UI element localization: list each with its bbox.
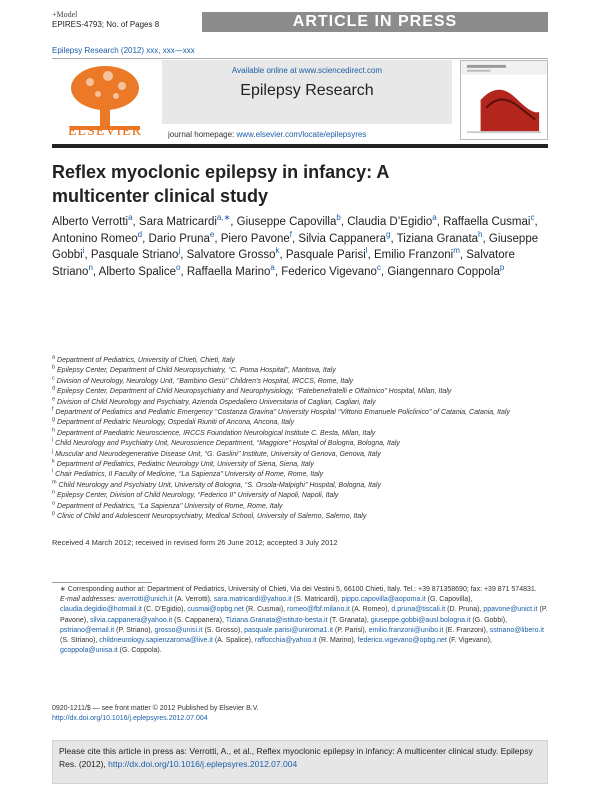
email-owner: (G. Capovilla), <box>425 596 473 604</box>
author-name: Silvia Cappanera <box>298 232 386 245</box>
email-link[interactable]: d.pruna@tiscali.it <box>391 606 446 614</box>
affiliation-key: m <box>52 479 57 486</box>
journal-title: Epilepsy Research <box>240 82 374 99</box>
affiliation-item <box>52 502 548 512</box>
affiliation-item <box>52 398 548 408</box>
affiliation-key: o <box>52 500 56 507</box>
author-affiliation-mark[interactable]: c <box>376 262 381 272</box>
email-link[interactable]: federico.vigevano@opbg.net <box>357 637 447 645</box>
email-owner: (A. Spalice), <box>212 637 255 645</box>
email-owner: (T. Granata), <box>327 616 371 624</box>
author-affiliation-mark[interactable]: b <box>336 213 341 223</box>
author-name: Pasquale Striano <box>90 249 179 261</box>
author-affiliation-mark[interactable]: n <box>88 262 93 272</box>
cite-doi-link[interactable]: http://dx.doi.org/10.1016/j.eplepsyres.2012.07.004 <box>108 759 298 769</box>
author-name: Alberto Spalice <box>98 265 177 278</box>
header-divider <box>52 58 548 59</box>
author <box>138 213 231 228</box>
journal-citation[interactable]: Epilepsy Research (2012) xxx, xxx—xxx <box>52 46 195 55</box>
author-name: Giuseppe Gobbi <box>52 232 539 261</box>
author <box>396 229 483 245</box>
email-owner: (E. Franzoni), <box>443 626 490 634</box>
author <box>373 246 460 261</box>
author-affiliation-mark[interactable]: g <box>386 229 391 239</box>
affiliation-item <box>52 512 548 522</box>
contents-available-line <box>162 66 452 75</box>
author <box>186 262 275 278</box>
affiliation-key: l <box>52 469 54 476</box>
email-owner: (A. Verrotti), <box>172 596 214 604</box>
author-name: Giangennaro Coppola <box>387 265 500 278</box>
affiliation-item <box>52 481 548 491</box>
affiliation-key: g <box>52 417 56 424</box>
affiliation-item <box>52 470 548 480</box>
email-link[interactable]: pstriano@email.it <box>60 626 115 634</box>
author <box>281 262 381 278</box>
email-link[interactable]: giuseppe.gobbi@ausl.bologna.it <box>370 616 471 624</box>
author <box>236 213 341 228</box>
affiliation-item <box>52 387 548 397</box>
email-owner: (C. D’Egidio), <box>141 606 188 614</box>
author-affiliation-mark[interactable]: a,∗ <box>216 213 231 223</box>
email-owner: (R. Marino), <box>316 637 358 645</box>
email-link[interactable]: childneurology.sapienzaroma@live.it <box>99 637 213 645</box>
email-owner: (S. Matricardi), <box>291 596 342 604</box>
author-name: Federico Vigevano <box>281 265 377 278</box>
affiliation-text: Chair Pediatrics, II Faculty of Medicine, ‘‘La Sapienza’’ University of Rome, Rome, Italy <box>53 471 324 479</box>
email-link[interactable]: pasquale.parisi@uniroma1.it <box>244 626 333 634</box>
author-name: Antonino Romeo <box>52 232 138 245</box>
author <box>347 213 437 228</box>
header-thick-rule <box>52 144 548 148</box>
sciencedirect-link[interactable]: Available online at www.sciencedirect.com <box>231 66 383 75</box>
author <box>148 229 215 245</box>
affiliation-item <box>52 366 548 376</box>
email-owner: (S. Grosso), <box>202 626 245 634</box>
author-affiliation-mark[interactable]: k <box>275 246 280 256</box>
author <box>387 262 505 278</box>
affiliation-text: Division of Child Neurology and Psychiatry, Azienda Ospedaliero Universitaria of Cagliari, Cagliari, Italy <box>55 398 376 406</box>
author-name: Salvatore Grosso <box>186 249 276 261</box>
author-affiliation-mark[interactable]: d <box>137 229 143 239</box>
author <box>298 229 391 245</box>
affiliation-text: Child Neurology and Psychiatry Unit, University of Bologna, ‘‘S. Orsola-Malpighi’’ Hospital, Bologna, Italy <box>56 481 381 489</box>
email-owner: (D. Pruna), <box>445 606 484 614</box>
issn-block <box>52 704 259 724</box>
author-name: Salvatore Striano <box>52 249 515 278</box>
affiliation-text: Department of Pediatric Neurology, Ospedali Riuniti of Ancona, Ancona, Italy <box>55 419 295 427</box>
email-owner: (G. Gobbi), <box>470 616 508 624</box>
top-bar <box>52 10 548 32</box>
affiliation-key: c <box>52 375 55 382</box>
author-affiliation-mark[interactable]: i <box>82 246 85 256</box>
affiliation-text: Child Neurology and Psychiatry Unit, Neuroscience Department, ‘‘Maggiore’’ Hospital of Bologna, Bologna, Italy <box>53 440 400 448</box>
affiliation-text: Department of Paediatric Neuroscience, IRCCS Foundation Neurological Institute C. Besta, Milan, Italy <box>55 429 376 437</box>
author-name: Alberto Verrotti <box>52 216 129 228</box>
affiliation-text: Department of Pediatrics and Pediatric Emergency ‘‘Costanza Gravina’’ University Hospital ‘‘Vittorio Emanuele Policlinico’’ of Catania, Catania, Italy <box>53 409 510 417</box>
email-owner: (P. Pavone), <box>60 606 548 624</box>
email-link[interactable]: raffocchia@yahoo.it <box>254 637 317 645</box>
author <box>52 229 143 245</box>
email-link[interactable]: averrotti@unich.it <box>117 596 173 604</box>
author-name: Piero Pavone <box>220 232 290 245</box>
author-affiliation-mark[interactable]: e <box>209 229 215 239</box>
author <box>52 213 133 228</box>
email-link[interactable]: claudia.degidio@hotmail.it <box>60 606 142 614</box>
affiliation-key: b <box>52 365 56 372</box>
author <box>285 246 368 261</box>
affiliation-key: n <box>52 489 56 496</box>
affiliation-key: k <box>52 458 55 465</box>
homepage-url-link[interactable]: www.elsevier.com/locate/epilepsyres <box>236 130 367 139</box>
affiliation-key: h <box>52 427 56 434</box>
affiliation-text: Department of Pediatrics, ‘‘La Sapienza’’ University of Rome, Rome, Italy <box>55 502 283 510</box>
author-affiliation-mark[interactable]: a <box>128 213 133 223</box>
email-owner: (S. Cappanera), <box>172 616 226 624</box>
affiliation-item <box>52 460 548 470</box>
affiliation-text: Clinic of Child and Adolescent Neuropsychiatry, Medical School, University of Salerno, Salerno, Italy <box>55 513 367 521</box>
footnote-rule <box>52 582 152 583</box>
email-link[interactable]: ppavone@unict.it <box>483 606 538 614</box>
email-owner: (G. Coppola). <box>117 647 162 655</box>
email-owner: (A. Romeo), <box>349 606 392 614</box>
affiliation-text: Muscular and Neurodegenerative Disease Unit, ‘‘G. Gaslini’’ Institute, University of Genova, Genova, Italy <box>53 450 381 458</box>
author <box>443 213 535 228</box>
author-list: Alberto Verrotti$^a$, Sara Matricardi$^{a,∗}$, Giuseppe Capovilla$^b$, Claudia D’Egidio$^a$, Raffaella Cusmai$^c$, Antonino Romeo$^d$, Dario Pruna$^e$, Piero Pavone$^f$, Silvia Cappanera$^g$, Tiziana Granata$^h$, Giuseppe Gobbi$^i$, Pasquale Striano$^j$, Salvatore Grosso$^k$, Pasquale Parisi$^l$, Emilio Franzoni$^m$, Salvatore Striano$^n$, Alberto Spalice$^o$, Raffaella Marino$^a$, Federico Vigevano$^c$, Giangennaro Coppola$^p$ <box>52 213 539 278</box>
affiliation-item <box>52 418 548 428</box>
email-link[interactable]: sstriano@libero.it <box>489 626 544 634</box>
article-title: Reflex myoclonic epilepsy in infancy: A multicenter clinical study <box>52 162 389 206</box>
author-affiliation-mark[interactable]: p <box>499 262 505 272</box>
please-cite-box <box>52 740 548 784</box>
author-affiliation-mark[interactable]: m <box>453 246 460 256</box>
affiliation-key: a <box>52 354 56 361</box>
affiliation-key: e <box>52 396 56 403</box>
email-owner: (R. Cusmai), <box>243 606 288 614</box>
author-affiliation-mark[interactable]: j <box>178 246 181 256</box>
email-link[interactable]: sara.matricardi@yahoo.it <box>213 596 292 604</box>
affiliation-item <box>52 429 548 439</box>
affiliation-key: i <box>52 437 54 444</box>
author <box>98 262 181 278</box>
author-name: Raffaella Marino <box>186 265 271 278</box>
author-affiliation-mark[interactable]: c <box>530 213 535 223</box>
email-link[interactable]: gcoppola@unisa.it <box>60 647 118 655</box>
author <box>220 229 293 245</box>
article-in-press-banner: ARTICLE IN PRESS <box>202 12 548 32</box>
affiliation-text: Epilepsy Center, Department of Child Neuropsychiatry, ‘‘C. Poma Hospital’’, Mantova, Italy <box>55 367 336 375</box>
email-link[interactable]: Tiziana.Granata@istituto-besta.it <box>225 616 328 624</box>
affiliation-text: Department of Pediatrics, Pediatric Neurology Unit, University of Siena, Siena, Italy <box>54 461 314 469</box>
author-name: Claudia D’Egidio <box>347 216 433 228</box>
corresponding-author-note: ∗ Corresponding author at: Department of Pediatrics, University of Chieti, Via dei Vestini 5, 66100 Chieti, Italy. Tel.: +39 871358690; fax: +39 871 574831. <box>60 586 537 593</box>
received-dates: Received 4 March 2012; received in revised form 26 June 2012; accepted 3 July 2012 <box>52 538 338 547</box>
email-link[interactable]: romeo@fbf.milano.it <box>287 606 350 614</box>
author <box>90 246 181 261</box>
affiliation-item <box>52 439 548 449</box>
email-owner: (S. Striano), <box>60 637 100 645</box>
author-name: Tiziana Granata <box>396 232 479 245</box>
email-owner: (P. Striano), <box>114 626 155 634</box>
author <box>186 246 280 261</box>
email-addresses <box>52 595 548 656</box>
email-link[interactable]: emilio.franzoni@unibo.it <box>368 626 444 634</box>
author-name: Raffaella Cusmai <box>443 216 531 228</box>
affiliation-text: Epilepsy Center, Division of Child Neurology, ‘‘Federico II’’ University of Napoli, Napoli, Italy <box>55 492 339 500</box>
affiliation-item <box>52 491 548 501</box>
author-name: Emilio Franzoni <box>373 249 454 261</box>
email-link[interactable]: pippo.capovilla@aopoma.it <box>341 596 426 604</box>
author-name: Pasquale Parisi <box>285 249 366 261</box>
author-affiliation-mark[interactable]: l <box>365 246 368 256</box>
email-link[interactable]: cusmai@opbg.net <box>187 606 244 614</box>
affiliation-item <box>52 356 548 366</box>
doi-link[interactable]: http://dx.doi.org/10.1016/j.eplepsyres.2012.07.004 <box>52 715 208 722</box>
affiliation-text: Epilepsy Center, Department of Child Neuropsychiatry and Neurophysiology, ‘‘Fatebenefratelli e Oftalmico’’ Hospital, Milan, Italy <box>55 388 452 396</box>
journal-homepage-line <box>168 130 366 139</box>
affiliation-text: Department of Pediatrics, University of Chieti, Chieti, Italy <box>55 357 235 364</box>
author-name: Giuseppe Capovilla <box>236 216 337 228</box>
author-name: Dario Pruna <box>148 232 210 245</box>
email-owner: (F. Vigevano), <box>446 637 492 645</box>
affiliation-key: j <box>52 448 54 455</box>
front-matter-line: 0920-1211/$ — see front matter © 2012 Published by Elsevier B.V. <box>52 705 259 712</box>
footnotes <box>52 585 548 656</box>
author-affiliation-mark[interactable]: a <box>432 213 437 223</box>
email-owner: (P. Parisi), <box>332 626 369 634</box>
affiliation-key: p <box>52 510 56 517</box>
email-link[interactable]: grosso@unisi.it <box>154 626 203 634</box>
cite-text: Please cite this article in press as: Verrotti, A., et al., Reflex myoclonic epilepsy in infancy: A multicenter clinical study. Epilepsy Res. (2012), <box>59 746 533 769</box>
affiliation-list <box>52 356 548 523</box>
author-affiliation-mark[interactable]: o <box>176 262 181 272</box>
affiliation-item <box>52 377 548 387</box>
affiliation-item <box>52 408 548 418</box>
affiliation-item <box>52 450 548 460</box>
email-label: E-mail addresses: <box>60 596 117 604</box>
author-affiliation-mark[interactable]: h <box>478 229 483 239</box>
publisher-name: ELSEVIER <box>67 124 143 139</box>
author-name: Sara Matricardi <box>138 216 217 228</box>
affiliation-key: d <box>52 385 56 392</box>
author-affiliation-mark[interactable]: a <box>270 262 275 272</box>
author-affiliation-mark[interactable]: f <box>289 229 293 239</box>
affiliation-text: Division of Neurology, Neurology Unit, ‘‘Bambino Gesù’’ Children’s Hospital, IRCCS, Rome, Italy <box>54 377 354 385</box>
model-code: +Model <box>52 10 78 19</box>
homepage-label: journal homepage: <box>168 130 235 139</box>
email-link[interactable]: silvia.cappanera@yahoo.it <box>89 616 173 624</box>
reference-line: EPIRES-4793; No. of Pages 8 <box>52 20 160 29</box>
journal-cover-image <box>460 60 548 140</box>
affiliation-key: f <box>52 406 54 413</box>
